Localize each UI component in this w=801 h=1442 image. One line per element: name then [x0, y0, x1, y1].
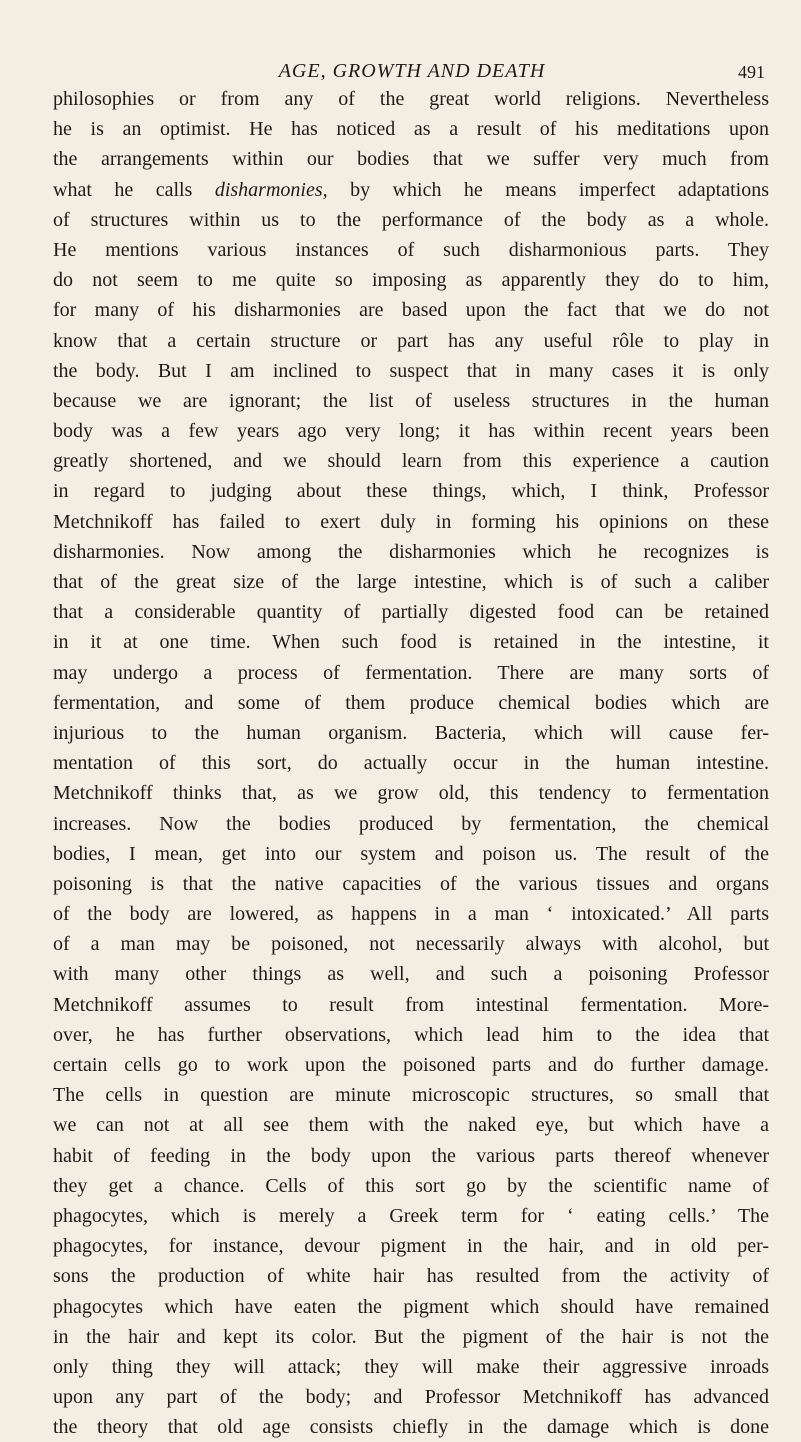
text-line: we can not at all see them with the naked eye, but which have a	[53, 1114, 769, 1137]
text-line: in the hair and kept its color. But the pigment of the hair is not the	[53, 1325, 769, 1348]
text-line: do not seem to me quite so imposing as apparently they do to him,	[53, 269, 769, 292]
text-line: certain cells go to work upon the poisoned parts and do further damage.	[53, 1054, 769, 1076]
text-line: sons the production of white hair has resulted from the activity of	[53, 1265, 769, 1288]
text-line: mentation of this sort, do actually occur in the human intestine.	[53, 752, 769, 775]
text-line: that of the great size of the large intestine, which is of such a caliber	[53, 571, 769, 593]
text-line: because we are ignorant; the list of useless structures in the human	[53, 389, 769, 412]
text-line: in regard to judging about these things, which, I think, Professor	[53, 480, 769, 503]
text-line: Metchnikoff has failed to exert duly in forming his opinions on these	[53, 510, 769, 533]
text-line: may undergo a process of fermentation. There are many sorts of	[53, 661, 769, 684]
text-line: of structures within us to the performance of the body as a whole.	[53, 208, 769, 231]
text-run: by which he means imperfect adaptations	[327, 178, 770, 201]
text-line: of the body are lowered, as happens in a man ‘ intoxicated.’ All parts	[53, 903, 769, 926]
text-line: philosophies or from any of the great world religions. Nevertheless	[53, 88, 769, 110]
text-line: they get a chance. Cells of this sort go by the scientific name of	[53, 1174, 769, 1197]
running-title: AGE, GROWTH AND DEATH	[278, 60, 546, 82]
italic-term: disharmonies,	[214, 178, 328, 201]
text-line: in it at one time. When such food is retained in the intestine, it	[53, 631, 769, 654]
text-line: know that a certain structure or part has any useful rôle to play in	[53, 329, 769, 352]
text-line: greatly shortened, and we should learn from this experience a caution	[53, 450, 769, 473]
text-line: the body. But I am inclined to suspect that in many cases it is only	[53, 359, 769, 382]
page-number: 491	[738, 62, 765, 82]
text-line: habit of feeding in the body upon the various parts thereof whenever	[53, 1144, 769, 1167]
text-line: phagocytes, which is merely a Greek term for ‘ eating cells.’ The	[53, 1204, 769, 1227]
text-line: disharmonies. Now among the disharmonies which he recognizes is	[53, 540, 769, 563]
text-line: with many other things as well, and such a poisoning Professor	[53, 963, 769, 986]
text-line: over, he has further observations, which lead him to the idea that	[53, 1023, 769, 1046]
text-line: the theory that old age consists chiefly in the damage which is done	[53, 1416, 769, 1439]
text-line: Metchnikoff thinks that, as we grow old, this tendency to fermentation	[53, 782, 769, 805]
text-line: fermentation, and some of them produce chemical bodies which are	[53, 691, 769, 714]
text-line: increases. Now the bodies produced by fermentation, the chemical	[53, 812, 769, 835]
text-line: he is an optimist. He has noticed as a result of his meditations upon	[53, 118, 769, 141]
text-line	[53, 175, 769, 205]
text-line: for many of his disharmonies are based upon the fact that we do not	[53, 299, 769, 322]
text-line: poisoning is that the native capacities of the various tissues and organs	[53, 872, 769, 895]
running-head	[53, 38, 771, 80]
text-line: the arrangements within our bodies that we suffer very much from	[53, 148, 769, 171]
text-line: upon any part of the body; and Professor Metchnikoff has advanced	[53, 1386, 769, 1409]
text-line: only thing they will attack; they will make their aggressive inroads	[53, 1355, 769, 1378]
text-line: that a considerable quantity of partially digested food can be retained	[53, 601, 769, 624]
text-line: injurious to the human organism. Bacteria, which will cause fer-	[53, 721, 769, 744]
text-run: what he calls	[53, 178, 215, 201]
text-line: He mentions various instances of such disharmonious parts. They	[53, 238, 769, 261]
text-line: The cells in question are minute microscopic structures, so small that	[53, 1084, 769, 1107]
text-line: body was a few years ago very long; it has within recent years been	[53, 420, 769, 443]
text-line: Metchnikoff assumes to result from intestinal fermentation. More-	[53, 993, 769, 1016]
text-line: phagocytes, for instance, devour pigment in the hair, and in old per-	[53, 1235, 769, 1258]
text-line: phagocytes which have eaten the pigment which should have remained	[53, 1295, 769, 1318]
text-line: of a man may be poisoned, not necessarily always with alcohol, but	[53, 933, 769, 956]
text-line: bodies, I mean, get into our system and poison us. The result of the	[53, 842, 769, 865]
body-text	[53, 84, 769, 1442]
